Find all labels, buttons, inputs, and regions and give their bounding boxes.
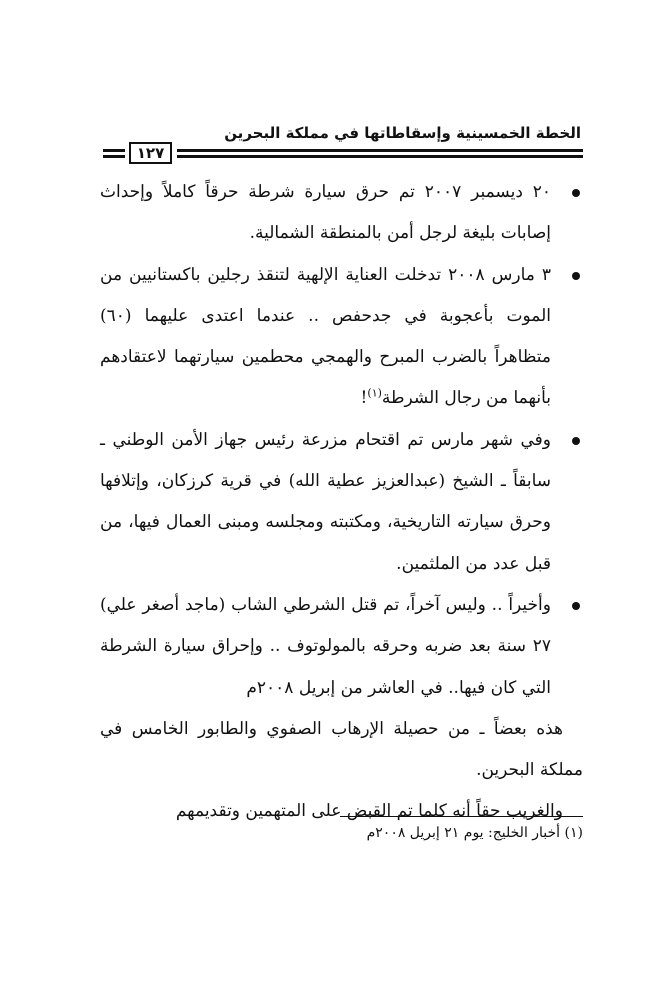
footnote-rule (340, 816, 583, 817)
bullet-text: ٣ مارس ٢٠٠٨ تدخلت العناية الإلهية لتنقذ رجلين باكستانيين من الموت بأعجوبة في جدحفص .. عندما اعتدى عليهما (٦٠) متظاهراً بالضرب المبرح والهمجي محطمين سيارتهما لاعتقادهم بأنهما من رجال الشرطة (100, 264, 551, 409)
bullet-icon (572, 602, 580, 610)
body-text (100, 172, 583, 833)
footnote: (١) أخبار الخليج: يوم ٢١ إبريل ٢٠٠٨م (366, 825, 583, 841)
header-rule-left (103, 149, 125, 158)
running-header-title: الخطة الخمسينية وإسقاطاتها في مملكة البحرين (224, 124, 581, 142)
bullet-item (100, 420, 583, 585)
page-number: ١٢٧ (129, 142, 172, 164)
bullet-text: وأخيراً .. وليس آخراً، تم قتل الشرطي الشاب (ماجد أصغر علي) ٢٧ سنة بعد ضربه وحرقه بالمولوتوف .. وإحراق سيارة الشرطة التي كان فيها.. في العاشر من إبريل ٢٠٠٨م (100, 594, 551, 698)
bullet-text: وفي شهر مارس تم اقتحام مزرعة رئيس جهاز الأمن الوطني ـ سابقاً ـ الشيخ (عبدالعزيز عطية الله) في قرية كرزكان، وإتلافها وحرق سيارته التاريخية، ومكتبته ومجلسه ومبنى العمال فيها، من قبل عدد من الملثمين. (100, 429, 551, 574)
footnote-reference: (١) (367, 386, 382, 400)
bullet-text: ٢٠ ديسمبر ٢٠٠٧ تم حرق سيارة شرطة حرقاً كاملاً وإحداث إصابات بليغة لرجل أمن بالمنطقة الشمالية. (100, 182, 551, 244)
bullet-suffix: ! (360, 388, 368, 409)
bullet-item (100, 172, 583, 255)
bullet-icon (572, 272, 580, 280)
paragraph: والغريب حقاً أنه كلما تم القبض على المتهمين وتقديمهم (175, 801, 563, 822)
header-rule (177, 149, 583, 158)
bullet-icon (572, 437, 580, 445)
paragraph: هذه بعضاً ـ من حصيلة الإرهاب الصفوي والطابور الخامس في مملكة البحرين. (100, 718, 583, 781)
bullet-item (100, 255, 583, 420)
bullet-icon (572, 189, 580, 197)
bullet-item (100, 585, 583, 709)
